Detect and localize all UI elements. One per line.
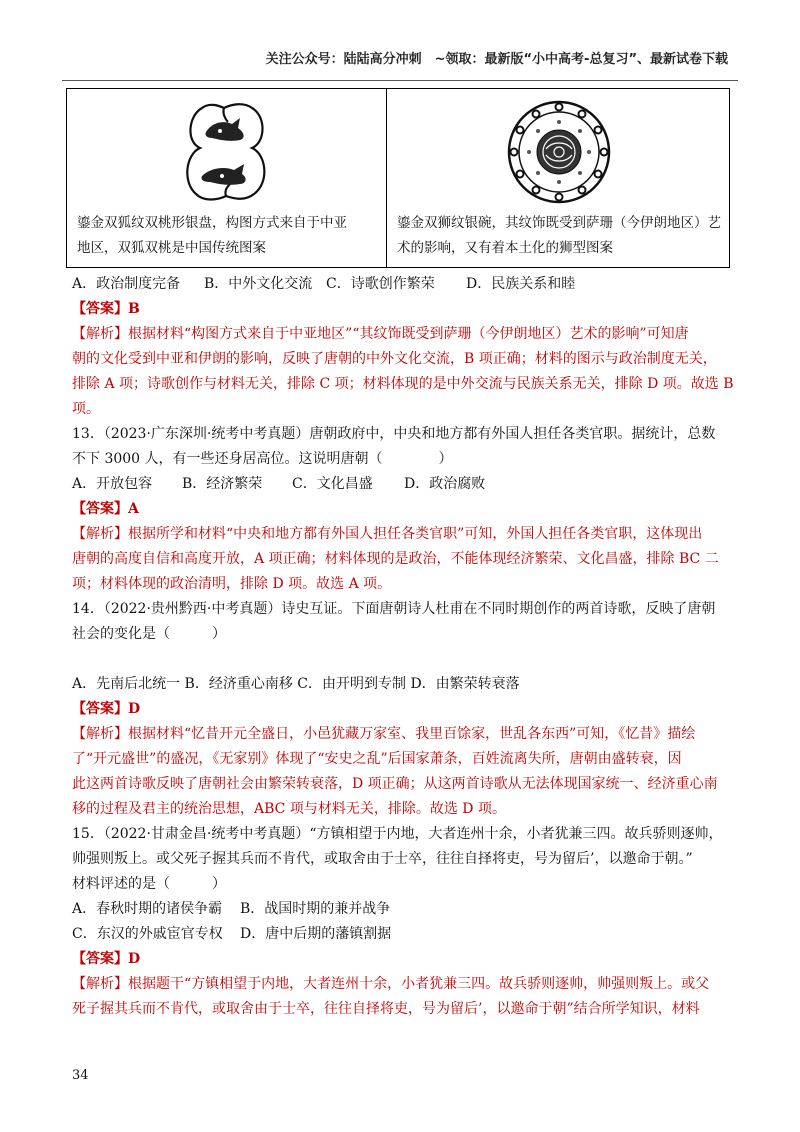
caption-line: 鎏金双狮纹银碗，其纹饰既受到萨珊（今伊朗地区）艺 <box>397 215 721 231</box>
stem-line: 13．（2023·广东深圳·统考中考真题）唐朝政府中，中央和地方都有外国人担任各类官职。据统计，总数 <box>72 426 716 442</box>
q15-option-d: D．唐中后期的藩镇割据 <box>240 926 392 942</box>
q15-stem <box>72 822 732 897</box>
q15-option-c: C．东汉的外戚宦官专权 <box>72 926 223 942</box>
right-image-cell <box>387 89 730 268</box>
caption-line: 地区，双狐双桃是中国传统图案 <box>77 240 266 256</box>
stem-line: 材料评述的是（ ） <box>72 876 226 892</box>
q14-options: A．先南后北统一 B．经济重心南移 C．由开明到专制 D．由繁荣转衰落 <box>72 676 520 692</box>
q14-answer: 【答案】D <box>72 701 141 717</box>
q12-option-a: A．政治制度完备 <box>72 276 181 292</box>
header-divider <box>62 80 738 81</box>
stem-line: 不下 3000 人，有一些还身居高位。这说明唐朝（ ） <box>72 451 453 467</box>
analysis-line: 了“开元盛世”的盛况，《无家别》体现了“安史之乱”后国家萧条，百姓流离失所，唐朝由盛转衰，因 <box>72 751 682 767</box>
q12-answer: 【答案】B <box>72 301 140 317</box>
analysis-line: 【解析】根据材料“构图方式来自于中亚地区”“其纹饰既受到萨珊（今伊朗地区）艺术的影响”可知唐 <box>72 326 689 342</box>
q14-blank-space <box>72 647 732 672</box>
left-caption <box>77 211 378 261</box>
q14-analysis <box>72 722 732 822</box>
stem-line: 帅强则叛上。或父死子握其兵而不肯代，或取舍由于士卒，往往自择将吏，号为留后’，以邀命于朝。” <box>72 851 693 867</box>
q13-answer: 【答案】A <box>72 501 139 517</box>
analysis-line: 项；材料体现的政治清明，排除 D 项。故选 A 项。 <box>72 576 392 592</box>
analysis-line: 移的过程及君主的统治思想，ABC 项与材料无关，排除。故选 D 项。 <box>72 801 506 817</box>
q12-option-d: D．民族关系和睦 <box>466 276 576 292</box>
page-content <box>72 88 732 1022</box>
double-fox-plate-icon <box>180 98 276 206</box>
q12-option-b: B．中外文化交流 <box>204 276 313 292</box>
analysis-line: 此这两首诗歌反映了唐朝社会由繁荣转衰落，D 项正确；从这两首诗歌从无法体现国家统一、经济重心南 <box>72 776 718 792</box>
q12-options <box>72 272 732 297</box>
caption-line: 鎏金双狐纹双桃形银盘，构图方式来自于中亚 <box>77 215 347 231</box>
q13-analysis <box>72 522 732 597</box>
double-lion-bowl-icon <box>504 97 614 207</box>
stem-line: 社会的变化是（ ） <box>72 626 226 642</box>
double-lion-silver-bowl-figure <box>397 93 721 211</box>
analysis-line: 死子握其兵而不肯代，或取舍由于士卒，往往自择将吏，号为留后’，以邀命于朝”结合所学知识，材料 <box>72 1001 700 1017</box>
q12-analysis <box>72 322 732 422</box>
analysis-line: 项。 <box>72 401 100 417</box>
analysis-line: 【解析】根据材料“忆昔开元全盛日，小邑犹藏万家室、我里百馀家，世乱各东西”可知，《忆昔》描绘 <box>72 726 696 742</box>
q15-options-row2 <box>72 922 732 947</box>
q15-answer: 【答案】D <box>72 951 141 967</box>
q13-options <box>72 472 732 497</box>
left-image-cell <box>67 89 387 268</box>
right-caption <box>397 211 721 261</box>
q15-analysis <box>72 972 732 1022</box>
q15-option-a: A．春秋时期的诸侯争霸 <box>72 901 223 917</box>
q12-option-c: C．诗歌创作繁荣 <box>326 276 435 292</box>
analysis-line: 朝的文化受到中亚和伊朗的影响，反映了唐朝的中外文化交流，B 项正确；材料的图示与政治制度无关， <box>72 351 717 367</box>
image-table <box>66 88 730 268</box>
q13-option-a: A．开放包容 <box>72 476 153 492</box>
analysis-line: 【解析】根据所学和材料“中央和地方都有外国人担任各类官职”可知，外国人担任各类官职，这体现出 <box>72 526 703 542</box>
caption-line: 术的影响，又有着本土化的狮型图案 <box>397 240 613 256</box>
analysis-line: 排除 A 项；诗歌创作与材料无关，排除 C 项；材料体现的是中外交流与民族关系无关，排除 D 项。故选 B <box>72 376 734 392</box>
q13-stem <box>72 422 732 472</box>
stem-line: 14．（2022·贵州黔西·中考真题）诗史互证。下面唐朝诗人杜甫在不同时期创作的两首诗歌，反映了唐朝 <box>72 601 716 617</box>
double-fox-silver-plate-figure <box>77 93 378 211</box>
q14-stem <box>72 597 732 647</box>
page-header: 关注公众号：陆陆高分冲刺 ~领取：最新版“小中高考-总复习”、最新试卷下载 <box>265 52 728 67</box>
analysis-line: 【解析】根据题干“方镇相望于内地，大者连州十余，小者犹兼三四。故兵骄则逐帅，帅强则叛上。或父 <box>72 976 710 992</box>
q15-option-b: B．战国时期的兼并战争 <box>240 901 391 917</box>
q13-option-d: D．政治腐败 <box>404 476 486 492</box>
page-number: 34 <box>72 1068 89 1083</box>
q15-options-row1 <box>72 897 732 922</box>
analysis-line: 唐朝的高度自信和高度开放，A 项正确；材料体现的是政治，不能体现经济繁荣、文化昌盛，排除 BC 二 <box>72 551 719 567</box>
q13-option-b: B．经济繁荣 <box>182 476 263 492</box>
stem-line: 15．（2022·甘肃金昌·统考中考真题）“方镇相望于内地，大者连州十余，小者犹兼三四。故兵骄则逐帅， <box>72 826 723 842</box>
q13-option-c: C．文化昌盛 <box>292 476 373 492</box>
